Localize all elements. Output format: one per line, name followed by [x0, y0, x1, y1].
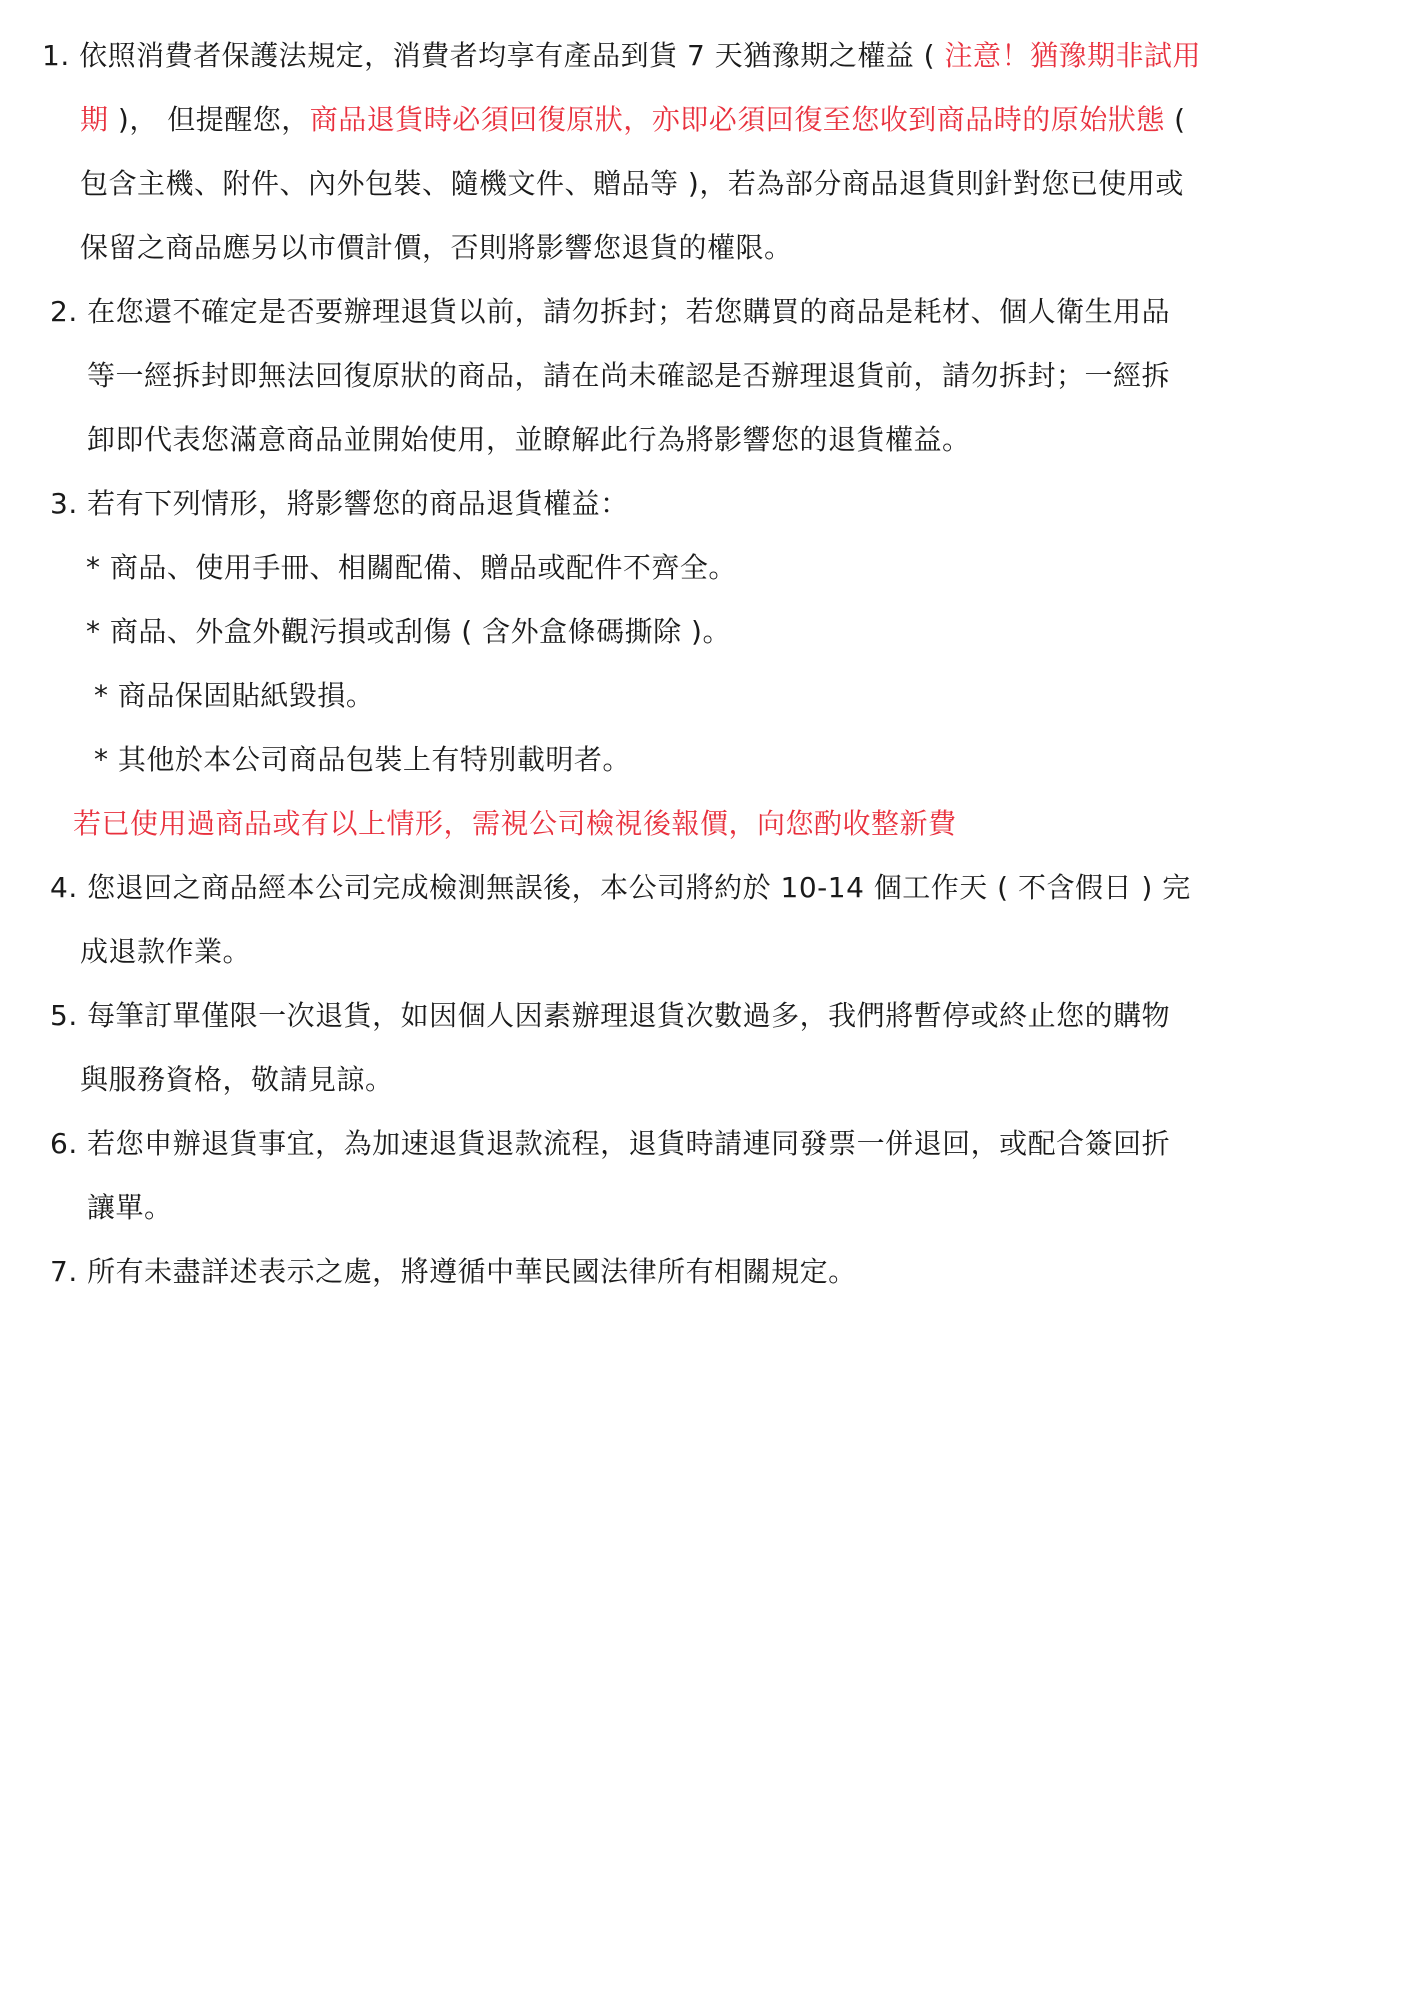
- policy-text: 卸即代表您滿意商品並開始使用，並瞭解此行為將影響您的退貨權益。: [87, 423, 971, 456]
- policy-line: [80, 1060, 394, 1100]
- policy-line: [50, 868, 1191, 908]
- policy-text: 包含主機、附件、內外包裝、隨機文件、贈品等 )，若為部分商品退貨則針對您已使用或: [80, 167, 1184, 200]
- policy-line: [50, 1252, 857, 1292]
- highlighted-text: 若已使用過商品或有以上情形，需視公司檢視後報價，向您酌收整新費: [73, 807, 957, 840]
- policy-text: )， 但提醒您，: [108, 103, 310, 136]
- policy-line: [86, 548, 737, 588]
- policy-line: [80, 228, 793, 268]
- policy-line: [80, 932, 251, 972]
- policy-line: [42, 36, 1201, 76]
- policy-line: [80, 164, 1184, 204]
- policy-text: * 商品保固貼紙毀損。: [94, 679, 375, 712]
- policy-line: [73, 804, 957, 844]
- policy-text: 成退款作業。: [80, 935, 252, 968]
- policy-text: 讓單。: [87, 1191, 173, 1224]
- policy-line: [87, 356, 1170, 396]
- policy-line: [87, 420, 971, 460]
- policy-text: * 商品、使用手冊、相關配備、贈品或配件不齊全。: [86, 551, 737, 584]
- policy-text: * 商品、外盒外觀污損或刮傷 ( 含外盒條碼撕除 )。: [86, 615, 731, 648]
- policy-text: 保留之商品應另以市價計價，否則將影響您退貨的權限。: [80, 231, 793, 264]
- policy-text: 2. 在您還不確定是否要辦理退貨以前，請勿拆封；若您購買的商品是耗材、個人衛生用品: [50, 295, 1171, 328]
- policy-text: * 其他於本公司商品包裝上有特別載明者。: [94, 743, 631, 776]
- policy-line: [50, 484, 629, 524]
- highlighted-text: 注意！猶豫期非試用: [944, 39, 1201, 72]
- policy-text: 3. 若有下列情形，將影響您的商品退貨權益：: [50, 487, 629, 520]
- policy-line: [87, 1188, 173, 1228]
- policy-line: [94, 740, 631, 780]
- policy-text: 與服務資格，敬請見諒。: [80, 1063, 394, 1096]
- policy-line: [94, 676, 374, 716]
- policy-text: 7. 所有未盡詳述表示之處，將遵循中華民國法律所有相關規定。: [50, 1255, 857, 1288]
- highlighted-text: 商品退貨時必須回復原狀，亦即必須回復至您收到商品時的原始狀態: [309, 103, 1165, 136]
- policy-text: (: [1164, 103, 1186, 136]
- policy-text: 4. 您退回之商品經本公司完成檢測無誤後，本公司將約於 10-14 個工作天 ( 不含假日 ) 完: [50, 871, 1191, 904]
- highlighted-text: 期: [80, 103, 109, 136]
- policy-line: [80, 100, 1186, 140]
- policy-line: [86, 612, 731, 652]
- policy-line: [50, 292, 1170, 332]
- policy-line: [50, 1124, 1170, 1164]
- policy-text: 6. 若您申辦退貨事宜，為加速退貨退款流程，退貨時請連同發票一併退回，或配合簽回折: [50, 1127, 1171, 1160]
- policy-text: 等一經拆封即無法回復原狀的商品，請在尚未確認是否辦理退貨前，請勿拆封；一經拆: [87, 359, 1171, 392]
- policy-line: [50, 996, 1170, 1036]
- policy-text: 5. 每筆訂單僅限一次退貨，如因個人因素辦理退貨次數過多，我們將暫停或終止您的購物: [50, 999, 1171, 1032]
- policy-text: 1. 依照消費者保護法規定，消費者均享有產品到貨 7 天猶豫期之權益 (: [42, 39, 945, 72]
